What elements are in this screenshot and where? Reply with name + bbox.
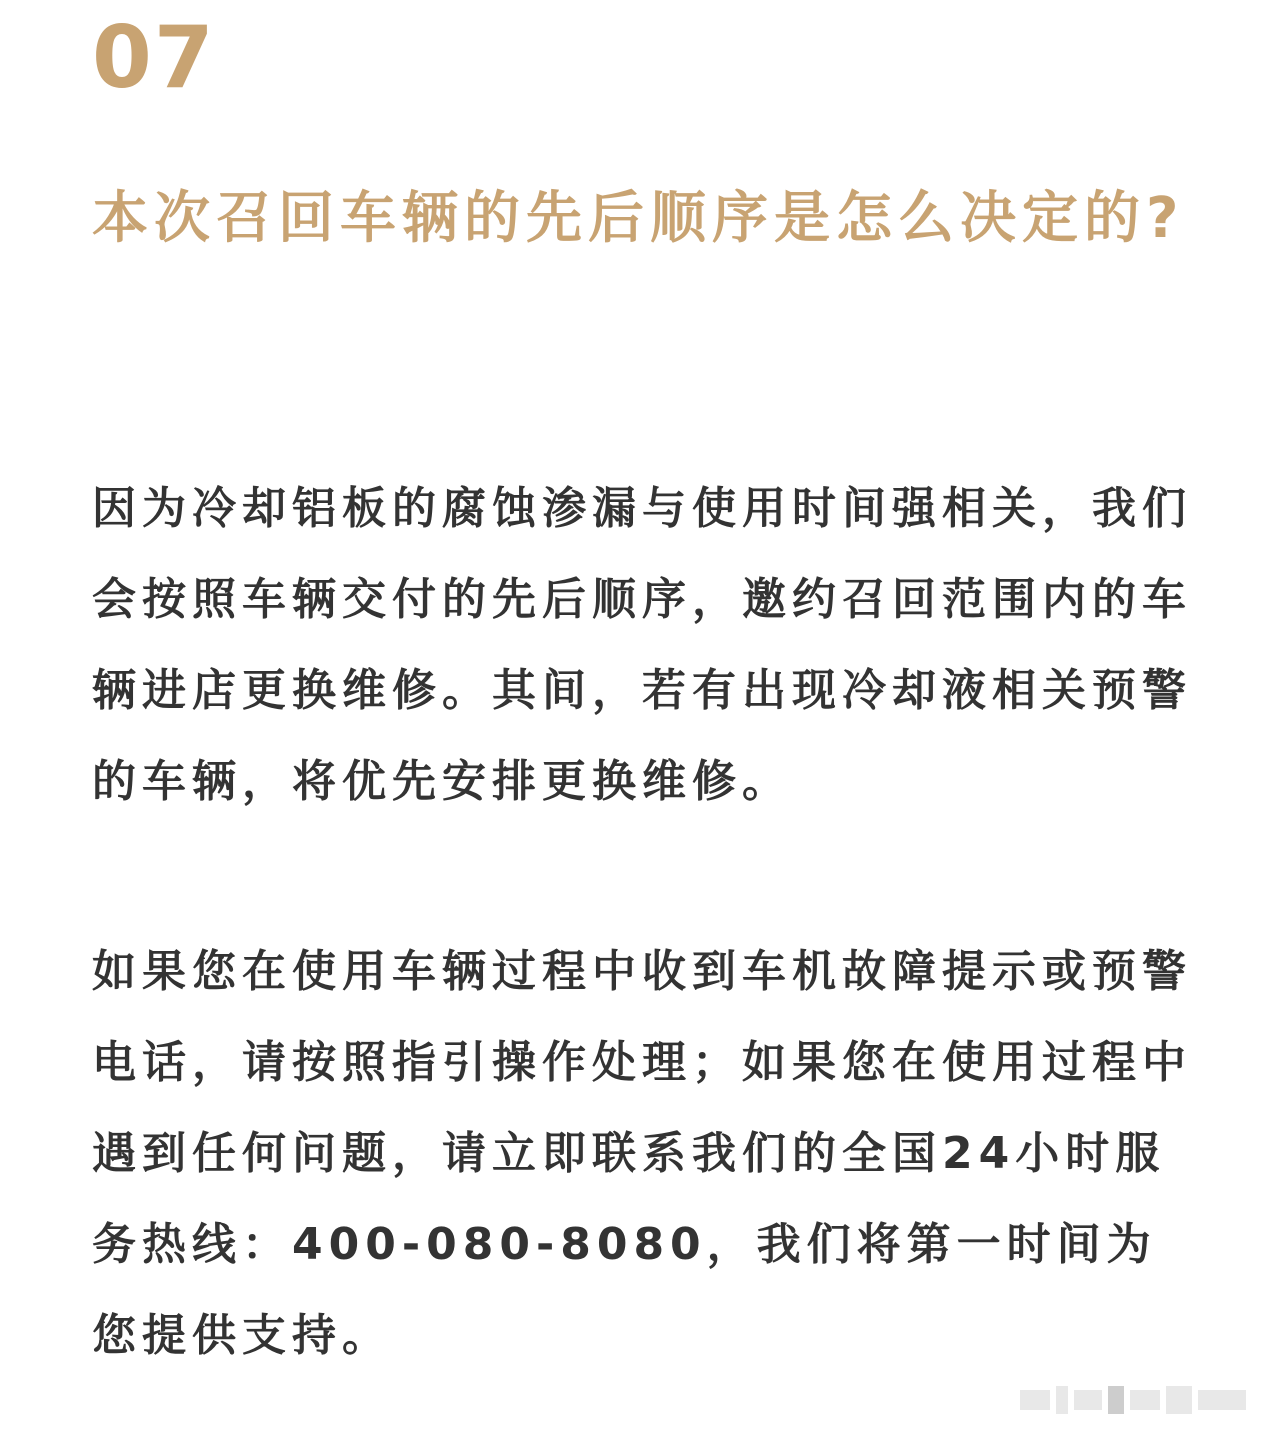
watermark-logo	[1020, 1382, 1250, 1418]
question-title: 本次召回车辆的先后顺序是怎么决定的?	[92, 186, 1185, 251]
answer-paragraph-1: 因为冷却铝板的腐蚀渗漏与使用时间强相关，我们会按照车辆交付的先后顺序，邀约召回范围内的车辆进店更换维修。其间，若有出现冷却液相关预警的车辆，将优先安排更换维修。	[92, 483, 1192, 807]
section-number: 07	[92, 8, 216, 108]
answer-paragraph-2: 如果您在使用车辆过程中收到车机故障提示或预警电话，请按照指引操作处理；如果您在使用过程中遇到任何问题，请立即联系我们的全国24小时服务热线：400-080-8080，我们将第一时间为您提供支持。	[92, 946, 1192, 1361]
